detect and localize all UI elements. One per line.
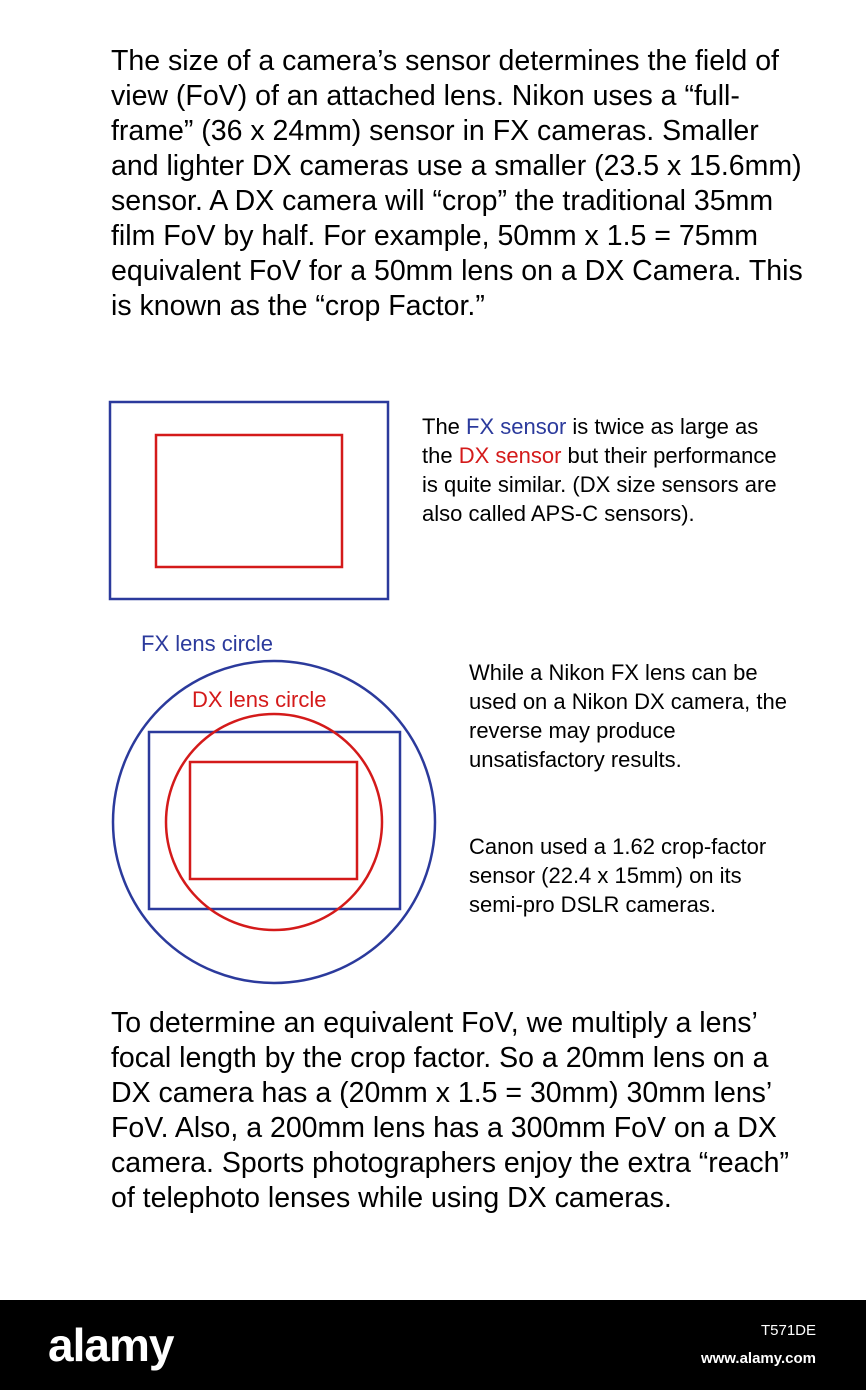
- fx-note-part2: is twice as large as the: [422, 414, 759, 468]
- fx-lens-circle-label: FX lens circle: [141, 631, 274, 656]
- fx-sensor-note: [422, 412, 782, 528]
- footer-url: www.alamy.com: [700, 1350, 816, 1367]
- intro-paragraph: The size of a camera’s sensor determines the field of view (FoV) of an attached lens. Nikon uses a “full-frame” (36 x 24mm) sensor in FX cameras. Smaller and lighter DX cameras use a smaller (23.5 x 15.6mm) sensor. A DX camera will “crop” the traditional 35mm film FoV by half. For example, 50mm x 1.5 = 75mm equivalent FoV for a 50mm lens on a DX Camera. This is known as the “crop Factor.”: [111, 45, 803, 322]
- dx-sensor-rect-2: [190, 762, 357, 879]
- dx-lens-circle: [166, 714, 382, 930]
- fx-sensor-rect: [110, 402, 388, 599]
- fx-note-part3: but their performance is quite similar. (DX size sensors are also called APS-C sensors).: [422, 443, 777, 526]
- fx-note-part1: The: [422, 414, 467, 439]
- outro-paragraph: To determine an equivalent FoV, we multiply a lens’ focal length by the crop factor. So a 20mm lens on a DX camera has a (20mm x 1.5 = 30mm) 30mm lens’ FoV. Also, a 200mm lens has a 300mm FoV on a DX camera. Sports photographers enjoy the extra “reach” of telephoto lenses while using DX cameras.: [111, 1007, 790, 1214]
- canon-crop-note: Canon used a 1.62 crop-factor sensor (22.4 x 15mm) on its semi-pro DSLR cameras.: [469, 834, 767, 917]
- alamy-logo: alamy: [48, 1319, 174, 1371]
- dx-lens-circle-label: DX lens circle: [192, 687, 327, 712]
- image-id: T571DE: [760, 1322, 816, 1339]
- dx-sensor-rect: [156, 435, 342, 567]
- stock-footer-bar: [0, 1300, 866, 1390]
- dx-sensor-term: DX sensor: [458, 443, 562, 468]
- fx-sensor-term: FX sensor: [466, 414, 567, 439]
- lens-compatibility-note: While a Nikon FX lens can be used on a Nikon DX camera, the reverse may produce unsatisfactory results.: [469, 660, 787, 772]
